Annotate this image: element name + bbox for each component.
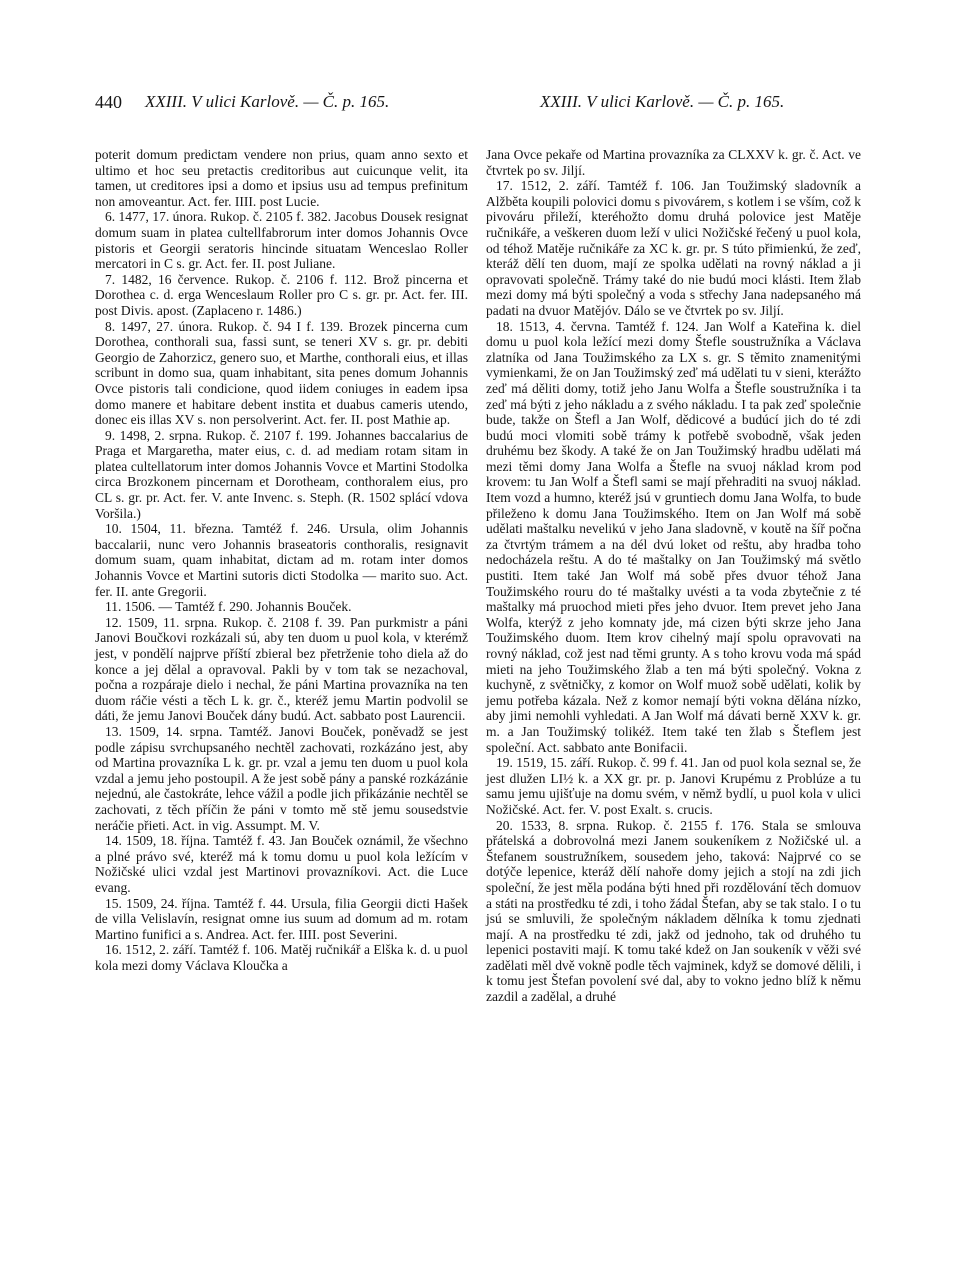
- paragraph: Jana Ovce pekaře od Martina provazníka za CLXXV k. gr. č. Act. ve čtvrtek po sv. Jiljí.: [486, 147, 861, 178]
- entry-17: 17. 1512, 2. září. Tamtéž f. 106. Jan Toužimský sladovník a Alžběta koupili polovici domu s pivovárem, s kotlem i se vším, což k pivováru přileží, kteréhožto domu druhá polovice jest Matěje ručnikáře, a veškeren duom leží v ulici Nožičské řečený u puol kola, od téhož Matěje ručnikáře za XC k. gr. pr. S túto přimienkú, že zeď, kteráž dělí ten duom, mají ze spolka udělati na rovný náklad a ji opravovati společně. Trámy také do nie budú moci klásti. Item žlab mezi domy má býti společný a voda s střechy Jana nadepsaného má padati na dvuor Matějóv. Dálo se ve čtvrtek po sv. Jiljí.: [486, 178, 861, 318]
- entry-20: 20. 1533, 8. srpna. Rukop. č. 2155 f. 176. Stala se smlouva přátelská a dobrovolná mezi Janem soukeníkem z Nožičské ul. a Štefanem soustružníkem, sousedem jeho, taková: Najprvé co se dotýče lepenice, kteráž dělí nahoře domy jejich a stojí na zdi jich společní, že jest měla podána býti hned při rozdělování těch domuov a státi na prostředku té zdi, i toho žádal Štefan, aby se tak stalo. I o tu jsú se smluvili, že společným nákladem dělníka k tomu zjednati mají. A na prostředku té zdi, jakž od jednoho, tak od druhého tu lepenici postaviti mají. K tomu také kdež on Jan soukeník v věži své zadělati měl dvě vokně podle těch vajminek, když se domové dělili, i k tomu jest Štefan povolení své dal, aby to vokno jedno blíž k němu zazdil a zadělal, a druhé: [486, 817, 861, 1005]
- entry-8: 8. 1497, 27. února. Rukop. č. 94 I f. 139. Brozek pincerna cum Dorothea, conthorali sua, fassi sunt, se teneri XV s. gr. pr. debiti Georgio de Zahorzicz, genero suo, et Marthe, conthorali eius, et illas scribunt in domo sua, quam inhabitant, sita penes domum Johannis Ovce pistoris tali condicione, quod iidem coniuges in eadem ipsa domo manere et habitare debent instita et duabus cameris utendo, donec eis illas XV s. non persolverint. Act. fer. II. post Mathie ap.: [95, 318, 468, 428]
- entry-12: 12. 1509, 11. srpna. Rukop. č. 2108 f. 39. Pan purkmistr a páni Janovi Boučkovi rozkázali sú, aby ten duom u puol kola, v kterémž jest, v pondělí najprve příští zbieral bez přetrženie toho diela až do konce a jej dělal a opravoval. Pakli by v tom tak se nezachoval, počna a rozpáraje dielo i nechal, že páni Martina provazníka na ten duom ráčie vésti a těch L k. gr. č., kteréž jemu Martin podvolil se dáti, že jemu Janovi Bouček dány budú. Act. sabbato post Laurencii.: [95, 614, 468, 724]
- left-column: [95, 147, 468, 973]
- entry-11: 11. 1506. — Tamtéž f. 290. Johannis Bouček.: [105, 599, 352, 615]
- page-header: [0, 92, 960, 122]
- entry-15: 15. 1509, 24. října. Tamtéž f. 44. Ursula, filia Georgii dicti Hašek de villa Velislavín, resignat omne ius suum ad domum ad m. rotam Martino funifici a s. Andrea. Act. fer. IIII. post Severini.: [95, 895, 468, 942]
- entry-13: 13. 1509, 14. srpna. Tamtéž. Janovi Bouček, poněvadž se jest podle zápisu svrchupsaného nechtěl zachovati, rozkázáno jest, aby od Martina provazníka L k. gr. pr. vzal a jemu ten duom u puol kola vzdal a jemu jeho postoupil. A že jest sobě pány a panské rozkázánie nejednú, ale častokráte, lehce vážil a podle jich přikázánie nechtěl se zachovati, z těch příčin že páni v tomto mě stě jemu sousedstvie neráčie přieti. Act. in vig. Assumpt. M. V.: [95, 723, 468, 833]
- page-number: 440: [95, 92, 122, 112]
- entry-7: 7. 1482, 16 července. Rukop. č. 2106 f. 112. Brož pincerna et Dorothea c. d. erga Wenceslaum Roller pro C s. gr. pr. Act. fer. III. post Divis. apost. (Zaplaceno r. 1486.): [95, 271, 468, 318]
- entry-19: 19. 1519, 15. září. Rukop. č. 99 f. 41. Jan od puol kola seznal se, že jest dlužen LI½ k. a XX gr. pr. p. Janovi Krupému z Problúze a tu samu jemu ujišťuje na domu svém, v němž bydlí, u puol kola v ulici Nožičské. Act. fer. V. post Exalt. s. crucis.: [486, 755, 861, 817]
- right-column: [486, 147, 861, 1005]
- running-head-right: XXIII. V ulici Karlově. — Č. p. 165.: [540, 92, 785, 111]
- entry-14: 14. 1509, 18. října. Tamtéž f. 43. Jan Bouček oznámil, že všechno a plné právo své, kteréž má k tomu domu u puol kola ležícím v Nožičské ulici vzdal jest Martinovi provazníkovi. Act. die Luce evang.: [95, 833, 468, 895]
- running-head-left: XXIII. V ulici Karlově. — Č. p. 165.: [145, 92, 390, 111]
- entry-6: 6. 1477, 17. února. Rukop. č. 2105 f. 382. Jacobus Dousek resignat domum suam in platea cultellfabrorum inter domos Johannis Ovce pistoris et Georgii seratoris hincinde situatam Wenceslao Roller mercatori in C s. gr. Act. fer. II. post Juliane.: [95, 209, 468, 272]
- entry-16: 16. 1512, 2. září. Tamtéž f. 106. Matěj ručnikář a Elška k. d. u puol kola mezi domy Václava Kloučka a: [95, 942, 468, 973]
- entry-10: 10. 1504, 11. března. Tamtéž f. 246. Ursula, olim Johannis baccalarii, nunc vero Johannis braseatoris conthoralis, resignavit domum suam, quam inhabitat, dictam ad m. rotam inter domos Johannis Vovce et Martini sutoris dicti Stodolka — marito suo. Act. fer. II. ante Gregorii.: [95, 521, 468, 599]
- entry-18: 18. 1513, 4. června. Tamtéž f. 124. Jan Wolf a Kateřina k. diel domu u puol kola ležící mezi domy Štefle soustružníka a Václava zlatníka od Jana Toužimského za LX s. gr. S těmito znamenitými vymienkami, že on Jan Toužimský zeď má udělati tu v sieni, kterážto zeď má děliti domy, totiž jeho Janu Wolfa a Štefle soustružníka i ta zeď má býti z jeho nákladu a z svého nákladu. I ta pak zeď společnie bude, takže on Štefl a Jan Wolf, dědicové a budúcí jich do té zdi budú moci vlomiti sobě trámy k potřebě svobodně, však jeden druhému bez škody. A také že on Jan Toužimský hradbu udělati má mezi těmi domy Jana Wolfa a Štefle na svuoj náklad krom pod krovem: tu Jan Wolf a Štefl sami se mají přehraditi na svuoj náklad. Item vozd a humno, kteréž jsú v gruntiech domu Jana Wolfa, to bude přileženo k domu Jana Toužimského. Item on Jan Wolf má sobě udělati maštalku nevelikú v jeho Jana sladovně, v koutě na šíř počna za čtvrtým trámem a na dél dvú loket od reštu, aby hradba toho nedocházela reštu. A do té maštalky on Jan Toužimský má světlo pustiti. Item také Jan Wolf má sobě přes dvuor téhož Jana Toužimského rouru do té maštalky uvésti a ta voda zbytečnie z té maštalky má pruochod mieti přes jeho dvuor. Item prevet jeho Jana Wolfa, kterýž z jeho komnaty jde, má cizen býti skrze jeho Jana Toužimského duom. Item krov cihelný mají spolu opravovati na rovný náklad, což jest nad těmi grunty. A s toho krovu voda má spád mieti na jeho Toužimského žlab a ten má býti společný. Vokna z kuchyně, z světničky, z komor on Wolf muož sobě udělati, kolik by jemu potřeba kázala. Než z komor nemají býti vokna dělána nízko, aby jimi nemohli vyhledati. A Jan Wolf má dávati berně XXV k. gr. m. a Jan Toužimský tolikéž. Item také ten žlab s Šteflem jest společní. Act. sabbato ante Bonifacii.: [486, 318, 861, 755]
- paragraph: poterit domum predictam vendere non prius, quam anno sexto et ultimo et hoc seu pretactis creditoribus aut cuicunque velit, ita tamen, ut creditores ipsi a domo et ipsius usu ad tempus prefinitum non amoveantur. Act. fer. IIII. post Lucie.: [95, 147, 468, 209]
- entry-9: 9. 1498, 2. srpna. Rukop. č. 2107 f. 199. Johannes baccalarius de Praga et Margaretha, mater eius, c. d. ad mediam rotam sitam in platea cultellatorum inter domos Johannis Vovce et Martini Stodolka circa Brozkonem pincernam et Dorotheam, conthoralem eius, pro CL s. gr. pr. Act. fer. V. ante Invenc. s. Steph. (R. 1502 splácí vdova Voršila.): [95, 427, 468, 521]
